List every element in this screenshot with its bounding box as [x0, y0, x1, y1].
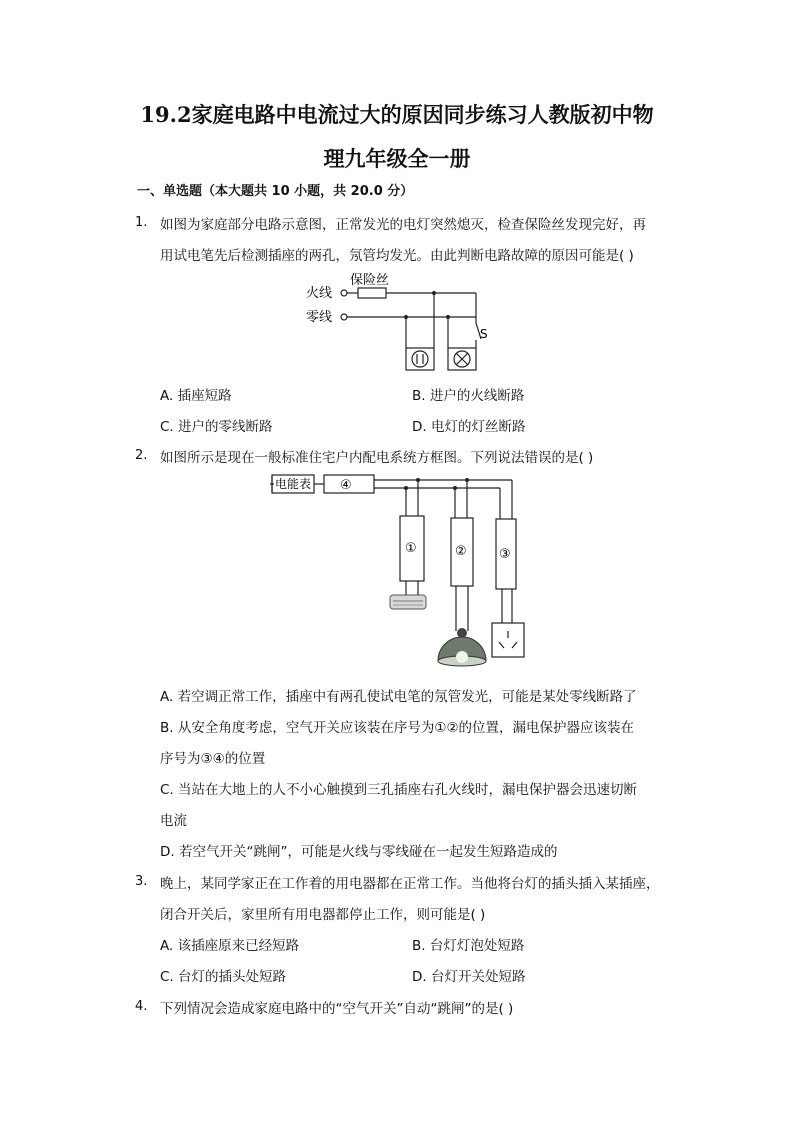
question-3-option-d[interactable]: D. 台灯开关处短路 [412, 969, 526, 985]
question-3-number: 3. [135, 874, 148, 889]
switch-label: S [480, 327, 488, 341]
fuse-icon [358, 288, 386, 298]
section-heading: 一、单选题（本大题共 10 小题，共 20.0 分） [137, 184, 414, 199]
question-1-text-line-2: 用试电笔先后检测插座的两孔，氖管均发光。由此判断电路故障的原因可能是( ) [160, 248, 634, 264]
three-pin-socket-icon [492, 623, 524, 657]
question-2-option-b-line-1[interactable]: B. 从安全角度考虑，空气开关应该装在序号为①②的位置，漏电保护器应该装在 [160, 720, 635, 736]
question-2-option-a[interactable]: A. 若空调正常工作，插座中有两孔使试电笔的氖管发光，可能是某处零线断路了 [160, 689, 637, 705]
question-3-text-line-1: 晚上，某同学家正在工作着的用电器都在正常工作。当他将台灯的插头插入某插座， [160, 876, 660, 892]
ceiling-lamp-icon [438, 628, 486, 666]
box-3-label: ③ [499, 547, 511, 562]
question-3-option-a[interactable]: A. 该插座原来已经短路 [160, 938, 300, 954]
question-2-option-b-line-2[interactable]: 序号为③④的位置 [160, 751, 266, 767]
box-2-label: ② [455, 544, 467, 559]
question-1-option-b[interactable]: B. 进户的火线断路 [412, 388, 525, 404]
question-1-option-d[interactable]: D. 电灯的灯丝断路 [412, 419, 526, 435]
question-4-text-line-1: 下列情况会造成家庭电路中的“空气开关”自动“跳闸”的是( ) [160, 1001, 514, 1017]
question-1-circuit-figure [300, 268, 500, 378]
neutral-wire-label: 零线 [306, 310, 333, 325]
document-title-line-1: 19.2家庭电路中电流过大的原因同步练习人教版初中物 [140, 102, 654, 127]
question-3-option-c[interactable]: C. 台灯的插头处短路 [160, 969, 287, 985]
question-1-option-a[interactable]: A. 插座短路 [160, 388, 232, 404]
question-4-number: 4. [135, 999, 148, 1014]
box-1-label: ① [405, 541, 417, 556]
question-1-option-c[interactable]: C. 进户的零线断路 [160, 419, 273, 435]
neutral-terminal [341, 314, 347, 320]
question-3-option-b[interactable]: B. 台灯灯泡处短路 [412, 938, 525, 954]
document-title-line-2: 理九年级全一册 [323, 146, 471, 171]
question-2-option-c-line-2[interactable]: 电流 [160, 813, 187, 829]
question-1-text-line-1: 如图为家庭部分电路示意图，正常发光的电灯突然熄灭，检查保险丝发现完好，再 [160, 217, 646, 233]
question-3-text-line-2: 闭合开关后，家里所有用电器都停止工作，则可能是( ) [160, 907, 486, 923]
live-terminal [341, 290, 347, 296]
question-2-option-d[interactable]: D. 若空气开关“跳闸”，可能是火线与零线碰在一起发生短路造成的 [160, 844, 558, 860]
question-1-number: 1. [135, 215, 148, 230]
air-conditioner-icon [390, 595, 426, 609]
question-2-number: 2. [135, 448, 148, 463]
fuse-label: 保险丝 [350, 273, 390, 288]
question-2-distribution-figure [266, 471, 536, 671]
box-4-label: ④ [340, 478, 352, 493]
live-wire-label: 火线 [306, 286, 333, 301]
question-2-text-line-1: 如图所示是现在一般标准住宅户内配电系统方框图。下列说法错误的是( ) [160, 450, 594, 466]
meter-label: 电能表 [275, 477, 312, 491]
question-2-option-c-line-1[interactable]: C. 当站在大地上的人不小心触摸到三孔插座右孔火线时，漏电保护器会迅速切断 [160, 782, 638, 798]
